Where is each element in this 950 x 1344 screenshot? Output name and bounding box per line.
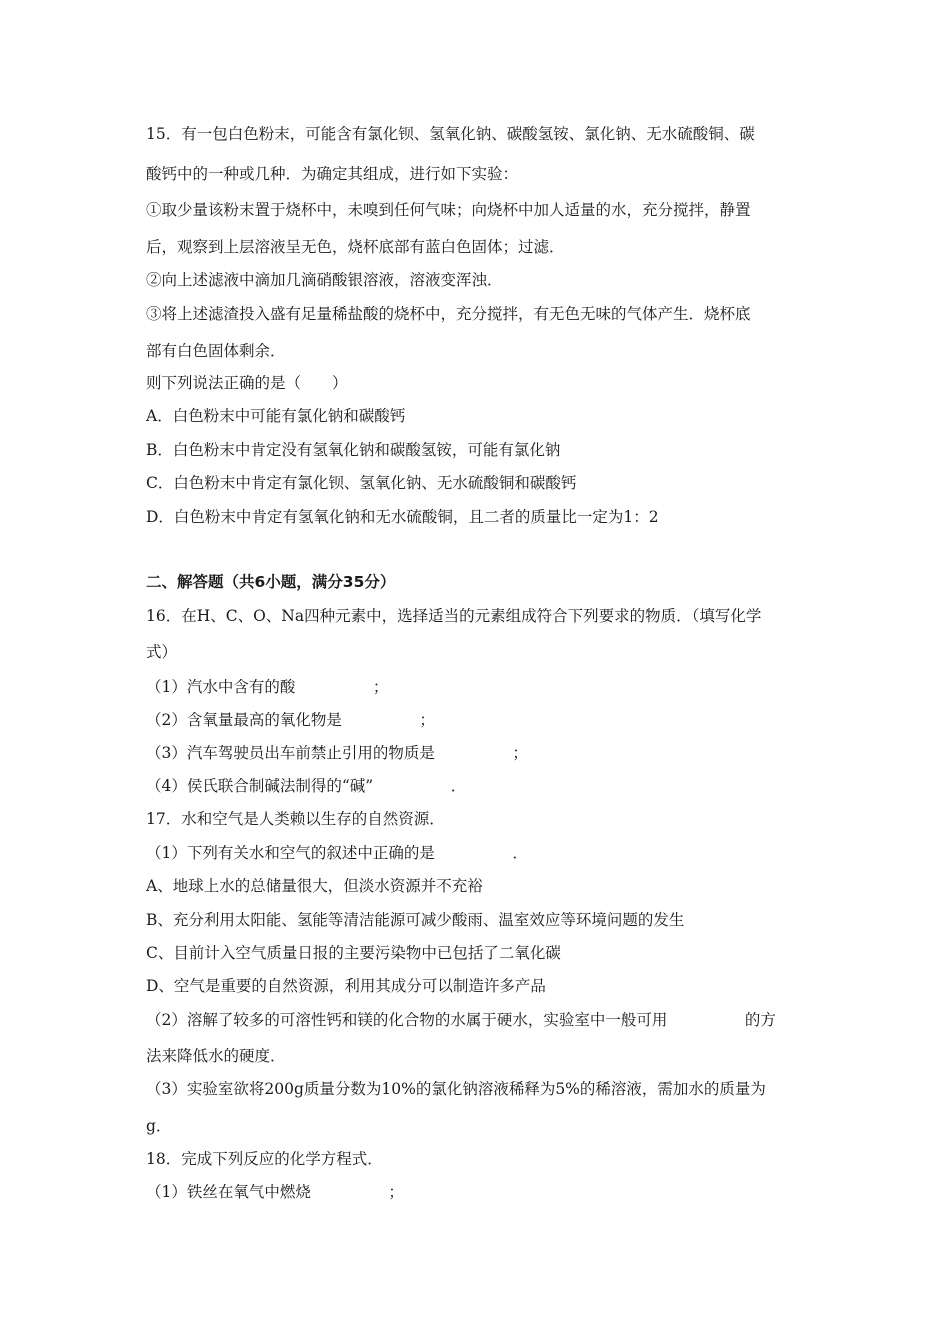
- q17-part1: （1）下列有关水和空气的叙述中正确的是 ．: [146, 844, 528, 862]
- q17-part3-line2: g．: [146, 1117, 172, 1135]
- q15-step3-line1: ③将上述滤渣投入盛有足量稀盐酸的烧杯中，充分搅拌，有无色无味的气体产生．烧杯底: [146, 305, 751, 323]
- q16-stem-line1: 16．在H、C、O、Na四种元素中，选择适当的元素组成符合下列要求的物质．（填写化学: [146, 607, 762, 625]
- q15-step1-line1: ①取少量该粉末置于烧杯中，未嗅到任何气味；向烧杯中加人适量的水，充分搅拌，静置: [146, 201, 751, 219]
- q15-step1-line2: 后，观察到上层溶液呈无色，烧杯底部有蓝白色固体；过滤．: [146, 238, 565, 256]
- q16-part2: （2）含氧量最高的氧化物是 ；: [146, 711, 435, 729]
- q15-stem-line1: 15．有一包白色粉末，可能含有氯化钡、氢氧化钠、碳酸氢铵、氯化钠、无水硫酸铜、碳: [146, 125, 755, 143]
- q17-part3-line1: （3）实验室欲将200g质量分数为10%的氯化钠溶液稀释为5%的稀溶液，需加水的质量为: [146, 1080, 766, 1098]
- q17-option-a: A、地球上水的总储量很大，但淡水资源并不充裕: [146, 877, 483, 895]
- q15-step2: ②向上述滤液中滴加几滴硝酸银溶液，溶液变浑浊．: [146, 271, 503, 289]
- q16-part1: （1）汽水中含有的酸 ；: [146, 678, 389, 696]
- section2-title: 二、解答题（共6小题，满分35分）: [146, 573, 396, 591]
- q15-stem-line2: 酸钙中的一种或几种．为确定其组成，进行如下实验：: [146, 165, 519, 183]
- q16-stem-line2: 式）: [146, 643, 178, 661]
- q15-option-a: A．白色粉末中可能有氯化钠和碳酸钙: [146, 407, 406, 425]
- q15-option-c: C．白色粉末中肯定有氯化钡、氢氧化钠、无水硫酸铜和碳酸钙: [146, 474, 577, 492]
- q17-option-b: B、充分利用太阳能、氢能等清洁能源可减少酸雨、温室效应等环境问题的发生: [146, 911, 685, 929]
- q15-option-d: D．白色粉末中肯定有氢氧化钠和无水硫酸铜，且二者的质量比一定为1：2: [146, 508, 659, 526]
- q18-stem: 18．完成下列反应的化学方程式．: [146, 1150, 383, 1168]
- q16-part3: （3）汽车驾驶员出车前禁止引用的物质是 ；: [146, 744, 528, 762]
- q15-option-b: B．白色粉末中肯定没有氢氧化钠和碳酸氢铵，可能有氯化钠: [146, 441, 561, 459]
- q15-step3-line2: 部有白色固体剩余．: [146, 342, 286, 360]
- q15-question: 则下列说法正确的是（ ）: [146, 374, 348, 392]
- q17-part2-line2: 法来降低水的硬度．: [146, 1047, 286, 1065]
- q17-option-d: D、空气是重要的自然资源，利用其成分可以制造许多产品: [146, 977, 546, 995]
- q17-option-c: C、目前计入空气质量日报的主要污染物中已包括了二氧化碳: [146, 944, 561, 962]
- q16-part4: （4）侯氏联合制碱法制得的“碱” ．: [146, 777, 467, 795]
- q17-part2-line1: （2）溶解了较多的可溶性钙和镁的化合物的水属于硬水，实验室中一般可用 的方: [146, 1011, 776, 1029]
- q17-stem: 17．水和空气是人类赖以生存的自然资源．: [146, 810, 445, 828]
- q18-part1: （1）铁丝在氧气中燃烧 ；: [146, 1183, 404, 1201]
